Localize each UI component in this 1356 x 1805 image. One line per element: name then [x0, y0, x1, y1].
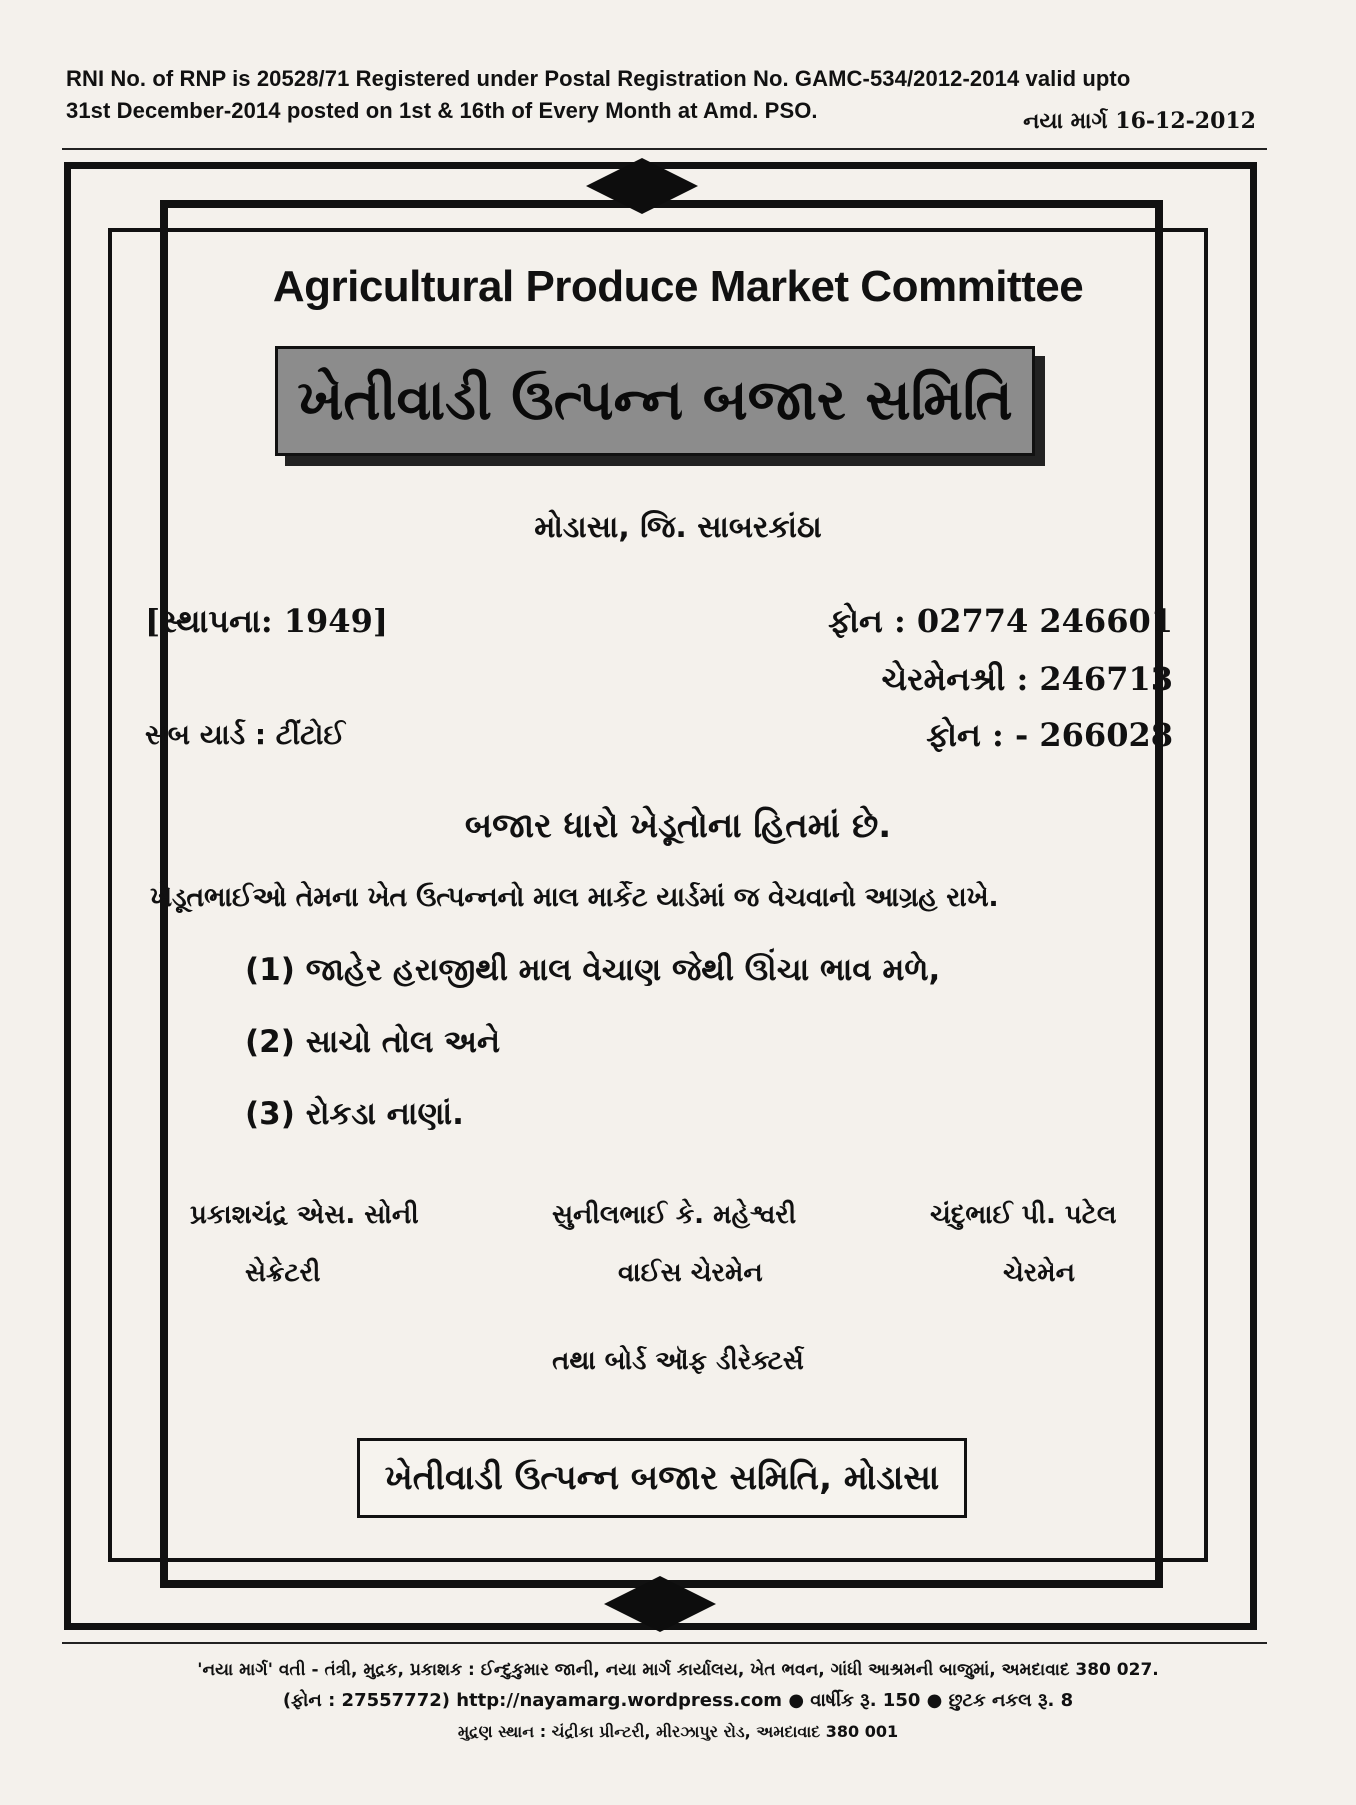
benefit-item-3: (3) રોકડા નાણાં.: [245, 1096, 464, 1132]
established-year: [સ્થાપના: 1949]: [145, 602, 388, 640]
sub-yard: સબ યાર્ડ : ટીંટોઈ: [145, 718, 345, 751]
imprint-line-3: મુદ્રણ સ્થાન : ચંદ્રીકા પ્રીન્ટરી, મીરઝાપુર રોડ, અમદાવાદ 380 001: [457, 1722, 899, 1741]
farmers-appeal: ખેડૂતભાઈઓ તેમના ખેત ઉત્પન્નનો માલ માર્કેટ યાર્ડમાં જ વેચવાનો આગ્રહ રાખે.: [150, 882, 999, 913]
sub-yard-phone: ફોન : - 266028: [926, 716, 1173, 754]
committee-title-english: Agricultural Produce Market Committee: [272, 262, 1084, 311]
chairman-phone: ચેરમેનશ્રી : 246713: [881, 660, 1173, 698]
committee-title-gujarati: ખેતીવાડી ઉત્પન્ન બજાર સમિતિ: [275, 346, 1035, 456]
benefit-item-1: (1) જાહેર હરાજીથી માલ વેચાણ જેથી ઊંચા ભાવ મળે,: [245, 952, 941, 988]
imprint-line-1: 'નયા માર્ગ' વતી - તંત્રી, મુદ્રક, પ્રકાશક : ઈન્દુકુમાર જાની, નયા માર્ગ કાર્યાલય, ખેત ભવન, ગાંધી આશ્રમની બાજુમાં, અમદાવાદ 380 027.: [197, 1660, 1159, 1680]
slogan: બજાર ધારો ખેડૂતોના હિતમાં છે.: [464, 806, 892, 846]
registration-line-2: 31st December-2014 posted on 1st & 16th of Every Month at Amd. PSO.: [66, 98, 818, 123]
footer-rule: [62, 1642, 1267, 1644]
secretary-name: પ્રકાશચંદ્ર એસ. સોની: [190, 1200, 419, 1230]
committee-signoff-box: ખેતીવાડી ઉત્પન્ન બજાર સમિતિ, મોડાસા: [357, 1438, 967, 1518]
office-phone: ફોન : 02774 246601: [828, 602, 1173, 640]
registration-line-1: RNI No. of RNP is 20528/71 Registered under Postal Registration No. GAMC-534/2012-2014 valid upto: [66, 66, 1131, 91]
board-of-directors: તથા બોર્ડ ઑફ ડીરેક્ટર્સ: [552, 1346, 804, 1376]
vice-chairman-role: વાઈસ ચેરમેન: [618, 1258, 763, 1288]
diamond-ornament-bottom: [600, 1572, 720, 1636]
location-line: મોડાસા, જિ. સાબરકાંઠા: [534, 510, 822, 545]
secretary-role: સેક્રેટરી: [245, 1258, 321, 1288]
benefit-item-2: (2) સાચો તોલ અને: [245, 1024, 501, 1060]
vice-chairman-name: સુનીલભાઈ કે. મહેશ્વરી: [552, 1200, 797, 1230]
issue-dateline: નયા માર્ગ 16-12-2012: [1023, 108, 1256, 134]
chairman-name: ચંદુભાઈ પી. પટેલ: [930, 1200, 1117, 1230]
chairman-role: ચેરમેન: [1003, 1258, 1075, 1288]
diamond-ornament-top: [582, 154, 702, 218]
imprint-line-2: (ફોન : 27557772) http://nayamarg.wordpress.com ● વાર્ષીક રૂ. 150 ● છુટક નકલ રૂ. 8: [282, 1690, 1074, 1711]
header-rule: [62, 148, 1267, 150]
